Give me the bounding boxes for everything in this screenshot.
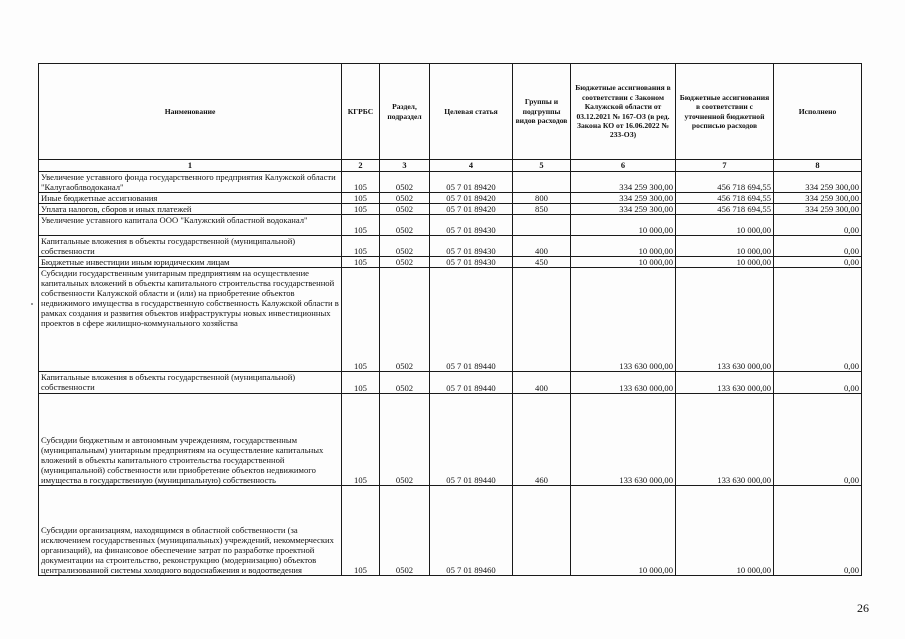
row-group: 850 bbox=[513, 204, 571, 215]
row-name: Субсидии государственным унитарным предприятиям на осуществление капитальных вложений в объекты капитального строительства государственной собственности Калужской области и (или) на приобретение объектов недвижимого имущества в государственную собственность Калужской области в рамках создания и развития объектов инфраструктуры новых инвестиционных проектов в сфере жилищно-коммунального хозяйства bbox=[39, 268, 342, 372]
row-law-amount: 133 630 000,00 bbox=[571, 268, 676, 372]
row-group bbox=[513, 215, 571, 236]
row-law-amount: 334 259 300,00 bbox=[571, 204, 676, 215]
row-section: 0502 bbox=[380, 215, 430, 236]
row-executed: 0,00 bbox=[774, 236, 862, 257]
row-schedule-amount: 133 630 000,00 bbox=[676, 372, 774, 394]
column-number: 6 bbox=[571, 160, 676, 172]
row-name: Субсидии организациям, находящимся в областной собственности (за исключением государственных (муниципальных) учреждений, некоммерческих организаций), на финансовое обеспечение затрат по разработке проектной документации на строительство, реконструкцию (модернизацию) объектов централизованной системы холодного водоснабжения и водоотведения bbox=[39, 486, 342, 576]
row-group: 450 bbox=[513, 257, 571, 268]
header-row bbox=[39, 64, 862, 160]
row-target: 05 7 01 89430 bbox=[430, 257, 513, 268]
row-group: 800 bbox=[513, 193, 571, 204]
row-schedule-amount: 133 630 000,00 bbox=[676, 394, 774, 486]
row-law-amount: 133 630 000,00 bbox=[571, 394, 676, 486]
row-law-amount: 133 630 000,00 bbox=[571, 372, 676, 394]
row-schedule-amount: 10 000,00 bbox=[676, 215, 774, 236]
row-section: 0502 bbox=[380, 257, 430, 268]
row-executed: 0,00 bbox=[774, 257, 862, 268]
table-row bbox=[39, 257, 862, 268]
row-group: 460 bbox=[513, 394, 571, 486]
row-group bbox=[513, 268, 571, 372]
row-target: 05 7 01 89440 bbox=[430, 268, 513, 372]
row-executed: 0,00 bbox=[774, 372, 862, 394]
row-kgrbs: 105 bbox=[342, 172, 380, 193]
column-number: 8 bbox=[774, 160, 862, 172]
row-target: 05 7 01 89440 bbox=[430, 394, 513, 486]
row-schedule-amount: 10 000,00 bbox=[676, 236, 774, 257]
row-name: Увеличение уставного фонда государственного предприятия Калужской области "Калугаоблводоканал" bbox=[39, 172, 342, 193]
budget-table bbox=[38, 63, 862, 576]
row-kgrbs: 105 bbox=[342, 486, 380, 576]
row-name: Уплата налогов, сборов и иных платежей bbox=[39, 204, 342, 215]
row-schedule-amount: 456 718 694,55 bbox=[676, 172, 774, 193]
row-target: 05 7 01 89430 bbox=[430, 215, 513, 236]
row-target: 05 7 01 89420 bbox=[430, 204, 513, 215]
row-kgrbs: 105 bbox=[342, 372, 380, 394]
row-kgrbs: 105 bbox=[342, 394, 380, 486]
row-executed: 334 259 300,00 bbox=[774, 204, 862, 215]
column-number: 2 bbox=[342, 160, 380, 172]
row-law-amount: 10 000,00 bbox=[571, 486, 676, 576]
row-schedule-amount: 10 000,00 bbox=[676, 486, 774, 576]
table-row bbox=[39, 372, 862, 394]
row-law-amount: 10 000,00 bbox=[571, 257, 676, 268]
table-row bbox=[39, 172, 862, 193]
header-schedule-amount: Бюджетные ассигнования в соответствии с уточненной бюджетной росписью расходов bbox=[676, 64, 774, 160]
row-executed: 334 259 300,00 bbox=[774, 172, 862, 193]
row-group: 400 bbox=[513, 236, 571, 257]
row-schedule-amount: 456 718 694,55 bbox=[676, 193, 774, 204]
row-name: Иные бюджетные ассигнования bbox=[39, 193, 342, 204]
row-section: 0502 bbox=[380, 193, 430, 204]
row-executed: 0,00 bbox=[774, 486, 862, 576]
row-kgrbs: 105 bbox=[342, 193, 380, 204]
column-number: 5 bbox=[513, 160, 571, 172]
row-section: 0502 bbox=[380, 236, 430, 257]
scan-speck bbox=[31, 303, 33, 305]
row-section: 0502 bbox=[380, 486, 430, 576]
row-executed: 0,00 bbox=[774, 394, 862, 486]
table-row bbox=[39, 394, 862, 486]
row-group: 400 bbox=[513, 372, 571, 394]
row-section: 0502 bbox=[380, 204, 430, 215]
row-schedule-amount: 10 000,00 bbox=[676, 257, 774, 268]
table-row bbox=[39, 215, 862, 236]
row-section: 0502 bbox=[380, 268, 430, 372]
row-kgrbs: 105 bbox=[342, 215, 380, 236]
row-kgrbs: 105 bbox=[342, 257, 380, 268]
row-schedule-amount: 133 630 000,00 bbox=[676, 268, 774, 372]
row-target: 05 7 01 89460 bbox=[430, 486, 513, 576]
row-group bbox=[513, 172, 571, 193]
row-target: 05 7 01 89420 bbox=[430, 172, 513, 193]
header-kgrbs: КГРБС bbox=[342, 64, 380, 160]
header-executed: Исполнено bbox=[774, 64, 862, 160]
page-number: 26 bbox=[857, 601, 869, 615]
row-name: Увеличение уставного капитала ООО "Калужский областной водоканал" bbox=[39, 215, 342, 236]
row-schedule-amount: 456 718 694,55 bbox=[676, 204, 774, 215]
row-target: 05 7 01 89440 bbox=[430, 372, 513, 394]
row-kgrbs: 105 bbox=[342, 204, 380, 215]
header-law-amount: Бюджетные ассигнования в соответствии с Законом Калужской области от 03.12.2021 № 167-ОЗ (в ред. Закона КО от 16.06.2022 № 233-ОЗ) bbox=[571, 64, 676, 160]
row-law-amount: 334 259 300,00 bbox=[571, 193, 676, 204]
column-number: 7 bbox=[676, 160, 774, 172]
row-name: Капитальные вложения в объекты государственной (муниципальной) собственности bbox=[39, 236, 342, 257]
header-name: Наименование bbox=[39, 64, 342, 160]
row-target: 05 7 01 89430 bbox=[430, 236, 513, 257]
table-row bbox=[39, 486, 862, 576]
column-number: 3 bbox=[380, 160, 430, 172]
row-group bbox=[513, 486, 571, 576]
row-executed: 0,00 bbox=[774, 268, 862, 372]
row-section: 0502 bbox=[380, 372, 430, 394]
row-target: 05 7 01 89420 bbox=[430, 193, 513, 204]
row-section: 0502 bbox=[380, 172, 430, 193]
column-number-row bbox=[39, 160, 862, 172]
row-kgrbs: 105 bbox=[342, 236, 380, 257]
row-name: Бюджетные инвестиции иным юридическим лицам bbox=[39, 257, 342, 268]
header-target: Целевая статья bbox=[430, 64, 513, 160]
header-section: Раздел, подраздел bbox=[380, 64, 430, 160]
row-law-amount: 334 259 300,00 bbox=[571, 172, 676, 193]
row-name: Субсидии бюджетным и автономным учреждениям, государственным (муниципальным) унитарным предприятиям на осуществление капитальных вложений в объекты капитального строительства государственной (муниципальной) собственности или приобретение объектов недвижимого имущества в государственную (муниципальную) собственность bbox=[39, 394, 342, 486]
row-executed: 0,00 bbox=[774, 215, 862, 236]
header-groups: Группы и подгруппы видов расходов bbox=[513, 64, 571, 160]
column-number: 4 bbox=[430, 160, 513, 172]
row-section: 0502 bbox=[380, 394, 430, 486]
table-row bbox=[39, 268, 862, 372]
table-row bbox=[39, 236, 862, 257]
row-name: Капитальные вложения в объекты государственной (муниципальной) собственности bbox=[39, 372, 342, 394]
table-row bbox=[39, 204, 862, 215]
row-kgrbs: 105 bbox=[342, 268, 380, 372]
row-law-amount: 10 000,00 bbox=[571, 236, 676, 257]
row-law-amount: 10 000,00 bbox=[571, 215, 676, 236]
row-executed: 334 259 300,00 bbox=[774, 193, 862, 204]
column-number: 1 bbox=[39, 160, 342, 172]
table-row bbox=[39, 193, 862, 204]
